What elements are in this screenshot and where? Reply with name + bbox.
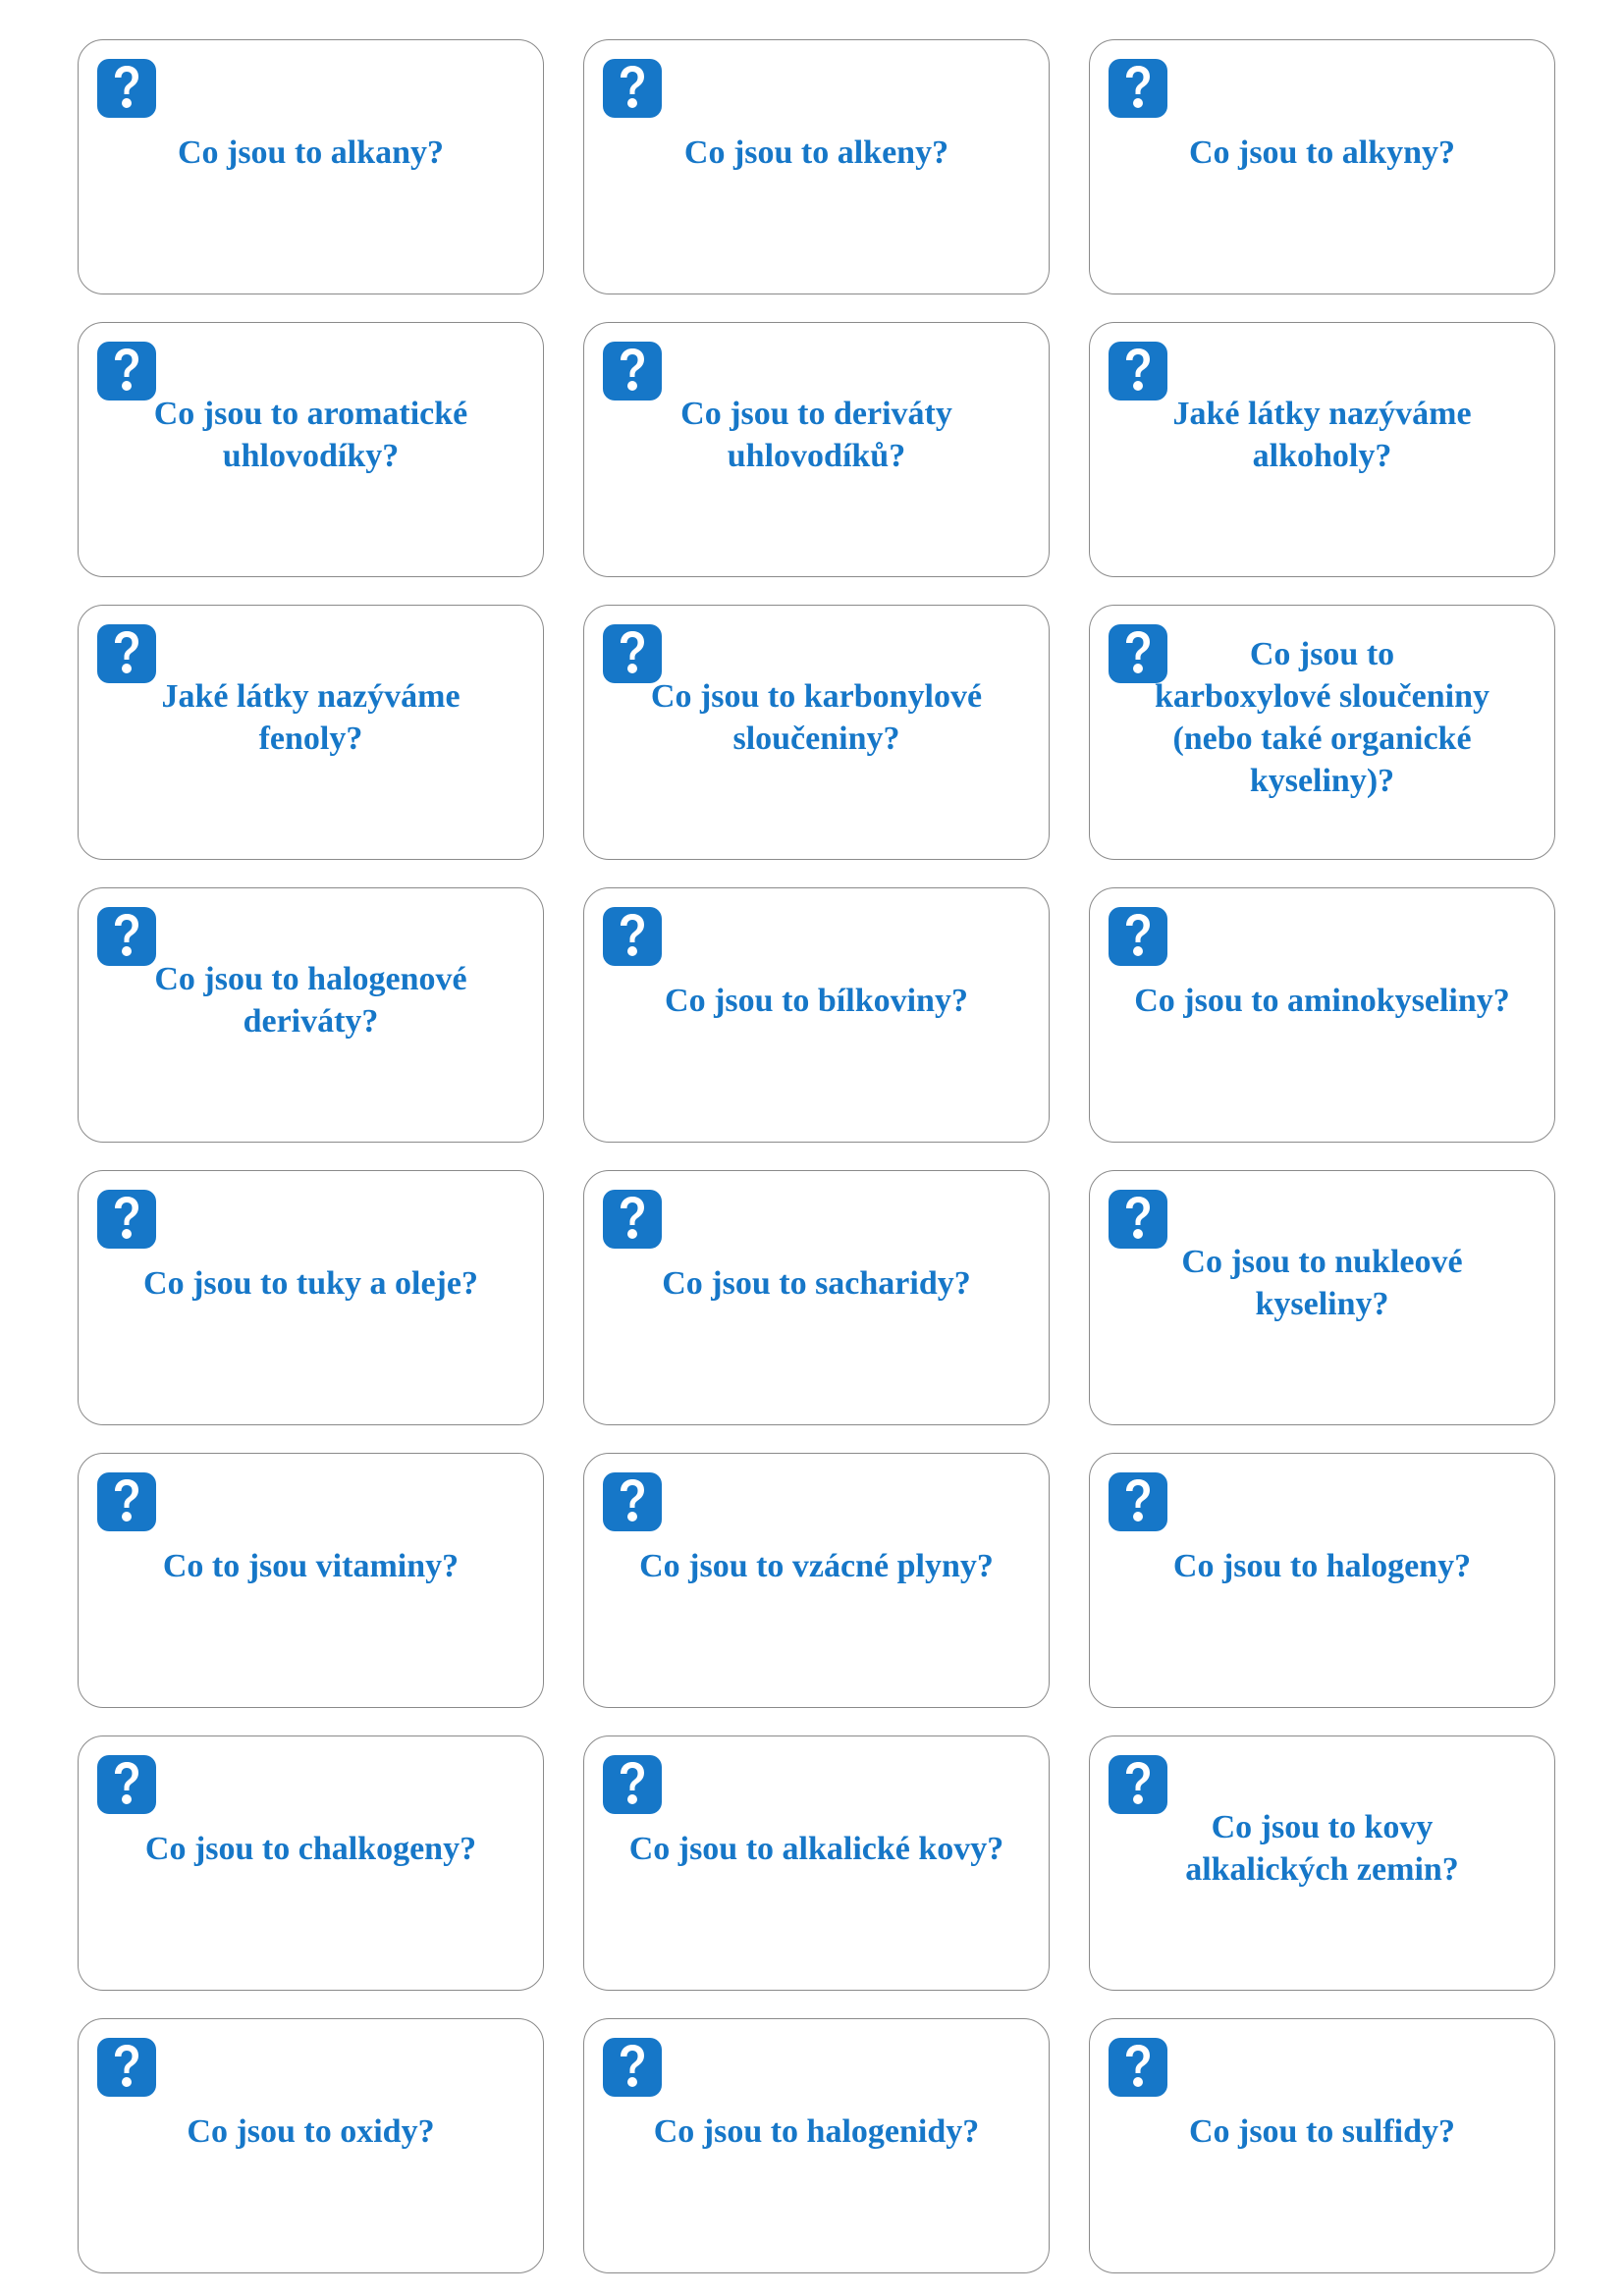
card-question: Co jsou to chalkogeny? (144, 1830, 477, 1867)
question-card (1089, 1170, 1555, 1425)
question-card (583, 605, 1050, 860)
card-question: Co jsou to kovy alkalických zemin? (1185, 1809, 1459, 1888)
question-card (1089, 605, 1555, 860)
question-card (1089, 322, 1555, 577)
question-card (583, 887, 1050, 1143)
question-card (583, 322, 1050, 577)
question-card (583, 39, 1050, 294)
question-card (583, 1170, 1050, 1425)
card-question: Co jsou to alkany? (177, 133, 445, 171)
card-question: Co jsou to vzácné plyny? (639, 1547, 994, 1584)
card-question: Jaké látky nazýváme alkoholy? (1172, 396, 1472, 474)
card-grid (78, 39, 1555, 2273)
question-card (1089, 1453, 1555, 1708)
card-question: Co jsou to halogenidy? (653, 2112, 980, 2150)
card-question: Co jsou to deriváty uhlovodíků? (680, 396, 952, 474)
question-card (1089, 2018, 1555, 2273)
card-question: Co jsou to karbonylové sloučeniny? (650, 678, 983, 757)
card-question: Co jsou to alkeny? (683, 133, 949, 171)
question-card (78, 322, 544, 577)
card-question: Co jsou to tuky a oleje? (143, 1264, 478, 1302)
card-question: Co jsou to aminokyseliny? (1134, 982, 1510, 1019)
question-card (1089, 887, 1555, 1143)
question-card (1089, 39, 1555, 294)
card-question: Co to jsou vitaminy? (162, 1547, 460, 1584)
card-question: Co jsou to nukleové kyseliny? (1181, 1244, 1463, 1322)
question-card (583, 1735, 1050, 1991)
card-question: Co jsou to alkyny? (1188, 133, 1456, 171)
card-question: Co jsou to sacharidy? (662, 1264, 971, 1302)
question-card (583, 1453, 1050, 1708)
question-card (78, 1453, 544, 1708)
card-question: Co jsou to halogenové deriváty? (154, 961, 467, 1040)
card-question: Co jsou to halogeny? (1172, 1547, 1472, 1584)
question-card (78, 605, 544, 860)
question-card (78, 1735, 544, 1991)
question-card (78, 39, 544, 294)
question-card (78, 887, 544, 1143)
card-question: Co jsou to karboxylové sloučeniny (nebo také organické kyseliny)? (1155, 636, 1489, 799)
question-card (1089, 1735, 1555, 1991)
card-question: Co jsou to oxidy? (187, 2112, 435, 2150)
card-question: Jaké látky nazýváme fenoly? (161, 678, 460, 757)
card-question: Co jsou to sulfidy? (1188, 2112, 1456, 2150)
question-card (583, 2018, 1050, 2273)
card-question: Co jsou to aromatické uhlovodíky? (153, 396, 468, 474)
card-question: Co jsou to alkalické kovy? (628, 1830, 1004, 1867)
question-card (78, 2018, 544, 2273)
card-question: Co jsou to bílkoviny? (665, 982, 968, 1019)
question-card (78, 1170, 544, 1425)
